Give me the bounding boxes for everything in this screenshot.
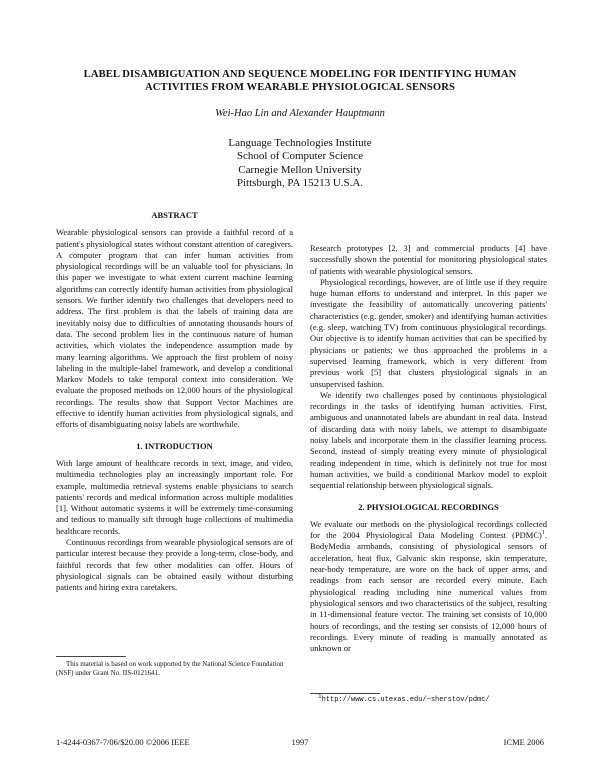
footnote-rule-left: [56, 656, 126, 657]
affiliation-line: Language Technologies Institute: [228, 137, 372, 149]
abstract-heading: ABSTRACT: [151, 210, 198, 220]
abstract-text: Wearable physiological sensors can provide a faithful record of a patient's physiological states without constant attention of caregivers. A computer program that can infer human activities from physiological recordings will be an valuable tool for physicians. In this paper we investigate to what extent current machine learning algorithms can correctly identify human activities from physiological sensors. We further identify two challenges that developers need to address. The first problem is that the labels of training data are inevitably noisy due to difficulties of annotating thousands hours of data. The second problem lies in the continuous nature of human activities, which violates the independence assumption made by many learning algorithms. We approach the first problem of noisy labeling in the multiple-label framework, and develop a conditional Markov Models to take temporal context into consideration. We evaluate the proposed methods on 12,000 hours of the physiological recordings. The results show that Support Vector Machines are effective to identify human activities from physiological signals, and efforts of disambiguating noisy labels are worthwhile.: [56, 227, 293, 430]
paper-title: [40, 68, 560, 94]
footer-venue: ICME 2006: [503, 737, 544, 747]
section-2-heading: 2. PHYSIOLOGICAL RECORDINGS: [358, 501, 499, 512]
right-column: [310, 243, 547, 654]
intro-paragraph-2: Continuous recordings from wearable physiological sensors are of particular interest because they provide a long-term, close-body, and faithful records that few other modalities can offer. Hours of physiological signals can be obtained easily without disturbing patients and hiring extra caretakers.: [56, 537, 293, 593]
title-line-2: ACTIVITIES FROM WEARABLE PHYSIOLOGICAL SENSORS: [145, 82, 455, 93]
introduction-heading: 1. INTRODUCTION: [136, 440, 213, 451]
url-footnote: [318, 692, 490, 705]
title-line-1: LABEL DISAMBIGUATION AND SEQUENCE MODELING FOR IDENTIFYING HUMAN: [83, 69, 517, 80]
url-footnote-link[interactable]: http://www.cs.utexas.edu/~sherstov/pdmc/: [321, 696, 490, 704]
intro-paragraph-1: With large amount of healthcare records in text, image, and video, multimedia technologies play an increasingly important role. For example, multimedia retrieval systems enable physicians to search patients' records and medical information across multiple modalities [1]. Without automatic systems it will be extremely time-consuming and tedious to manually sift through huge collections of multimedia healthcare records.: [56, 457, 293, 536]
footer-page-number: 1997: [291, 737, 309, 747]
url-footnote-marker: 1: [318, 692, 322, 700]
affiliation-line: School of Computer Science: [236, 150, 364, 163]
authors: Wei-Hao Lin and Alexander Hauptmann: [215, 108, 385, 119]
affiliation-line: Pittsburgh, PA 15213 U.S.A.: [236, 176, 364, 189]
section-2-paragraph: [310, 519, 547, 655]
footer-copyright: 1-4244-0367-7/06/$20.00 ©2006 IEEE: [56, 737, 190, 747]
section-2-text-b: . BodyMedia armbands, consisting of physiological sensors of acceleration, heat flux, Galvanic skin response, skin temperature, near-body temperature, are wore on the back of upper arms, and readings from each sensor are recorded every minute. Each physiological reading including nine numerical values from physiological sensors and two characteristics of the subject, resulting in 11-dimensional feature vector. The training set consists of 10,000 hours of recordings, and the testing set consists of 12,000 hours of recordings. Every minute of reading is manually annotated as unknown or: [310, 530, 547, 654]
section-2-text-a: We evaluate our methods on the physiological recordings collected for the 2004 Physiological Data Modeling Contest (PDMC): [310, 518, 547, 541]
right-paragraph-2: Physiological recordings, however, are of little use if they require huge human efforts to understand and interpret. In this paper we investigate the feasibility of automatically uncovering patients' characteristics (e.g. gender, smoker) and identifying human activities (e.g. sleep, watching TV) from continuous physiological recordings. Our objective is to identify human activities that can be specified by physicians or patients; we thus approached the problems in a supervised learning framework, which is very different from previous work [5] that clusters physiological signals in an unsupervised fashion.: [310, 276, 547, 389]
affiliation-line: Carnegie Mellon University: [238, 163, 362, 176]
funding-footnote: This material is based on work supported by the National Science Foundation (NSF) under Grant No. IIS-0121641.: [56, 660, 284, 678]
affiliation: [40, 137, 560, 190]
right-paragraph-1: Research prototypes [2, 3] and commercial products [4] have successfully shown the potential for monitoring physiological states of patients with wearable physiological sensors.: [310, 243, 547, 276]
right-paragraph-3: We identify two challenges posed by continuous physiological recordings in the tasks of identifying human activities. First, ambiguous and unannotated labels are abundant in real data. Instead of discarding data with noisy labels, we attempt to disambiguate noisy labels and incorporate them in the classifier learning process. Second, instead of simply treating every minute of physiological reading independent in time, which is definitely not true for most human activities, we build a conditional Markov model to exploit sequential relationship between physiological signals.: [310, 389, 547, 491]
footnote-marker: 1: [541, 530, 545, 537]
left-column: [56, 210, 293, 594]
